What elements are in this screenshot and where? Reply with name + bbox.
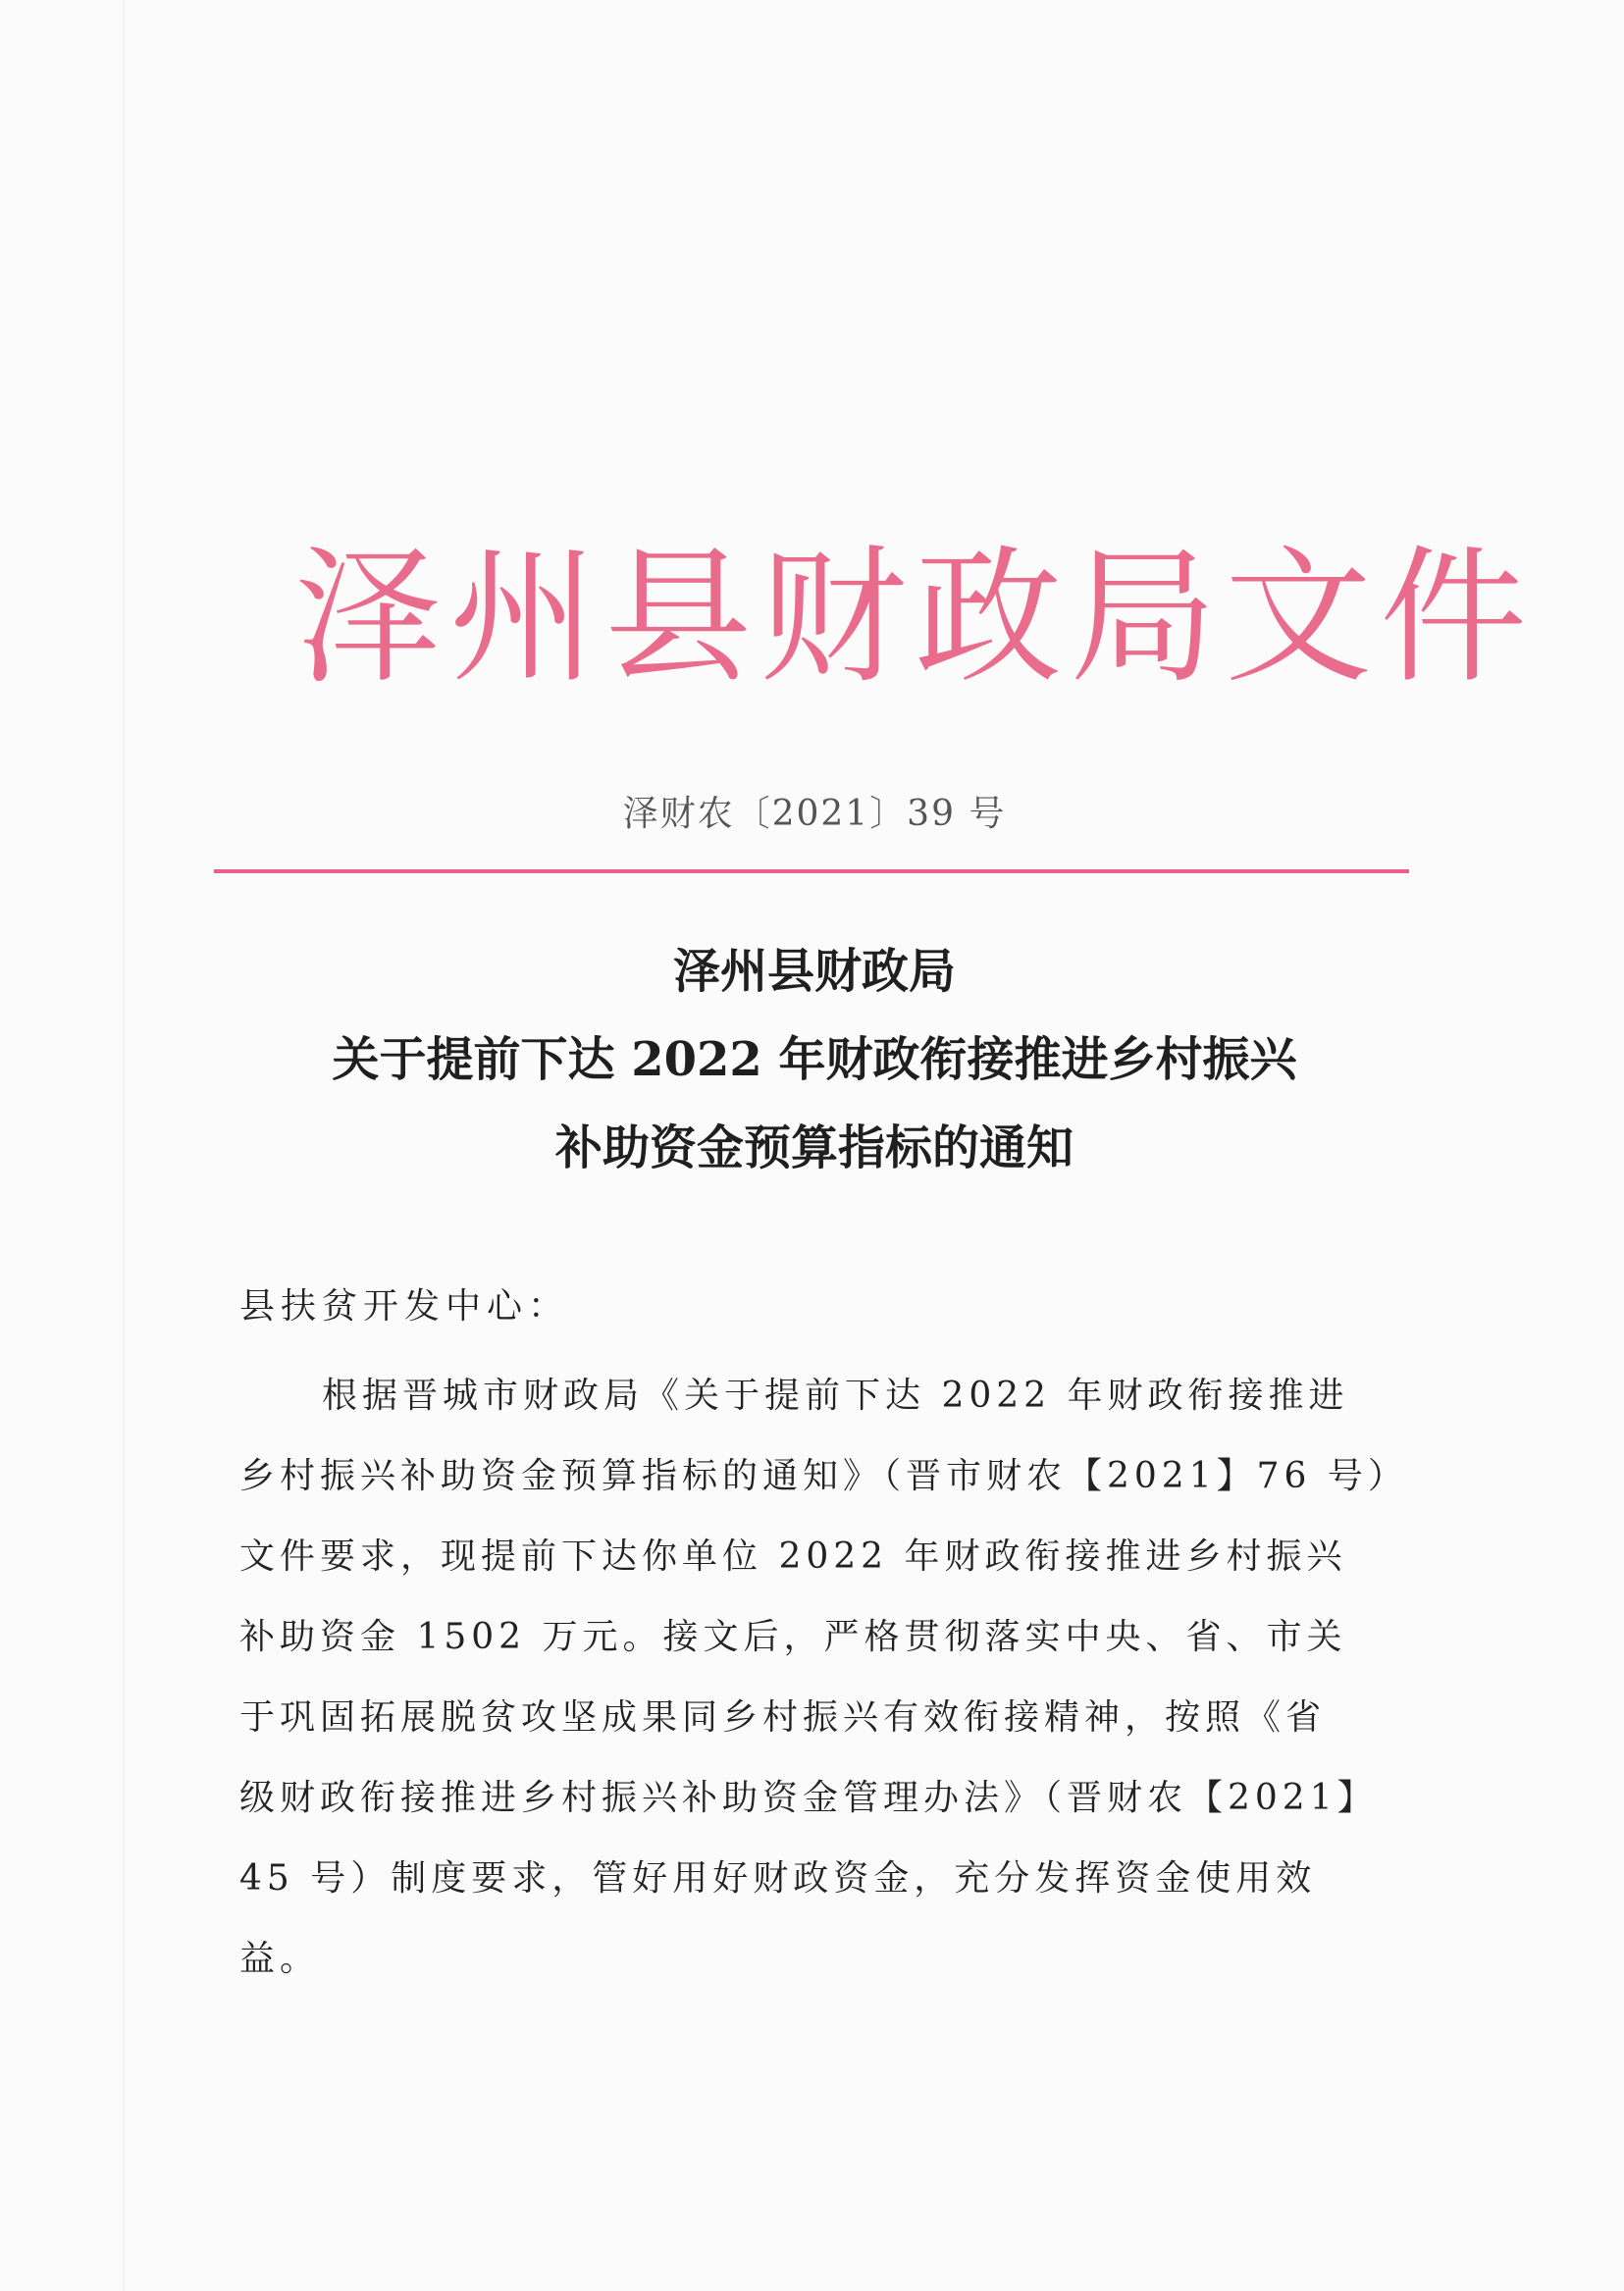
scan-edge-line	[123, 0, 125, 2291]
body-line-2: 乡村振兴补助资金预算指标的通知》（晋市财农【2021】76 号）	[239, 1456, 1408, 1496]
body-paragraph	[239, 1356, 1407, 2000]
recipient-line: 县扶贫开发中心：	[239, 1286, 570, 1327]
body-line-3: 文件要求，现提前下达你单位 2022 年财政衔接推进乡村振兴	[239, 1536, 1347, 1577]
body-line-8: 益。	[239, 1939, 321, 1979]
title-line-2: 关于提前下达 2022 年财政衔接推进乡村振兴	[332, 1032, 1297, 1087]
body-line-4: 补助资金 1502 万元。接文后，严格贯彻落实中央、省、市关	[239, 1617, 1347, 1657]
red-divider-rule	[214, 869, 1409, 873]
title-line-1: 泽州县财政局	[672, 944, 956, 999]
document-title	[196, 927, 1433, 1192]
body-line-1: 根据晋城市财政局《关于提前下达 2022 年财政衔接推进	[322, 1376, 1349, 1416]
document-number: 泽财农〔2021〕39 号	[622, 794, 1007, 834]
body-line-6: 级财政衔接推进乡村振兴补助资金管理办法》（晋财农【2021】	[239, 1778, 1378, 1818]
title-line-3: 补助资金预算指标的通知	[554, 1120, 1074, 1175]
body-line-5: 于巩固拓展脱贫攻坚成果同乡村振兴有效衔接精神，按照《省	[239, 1697, 1327, 1738]
issuer-banner: 泽州县财政局文件	[294, 533, 1536, 703]
body-line-7: 45 号）制度要求，管好用好财政资金，充分发挥资金使用效	[239, 1858, 1317, 1899]
